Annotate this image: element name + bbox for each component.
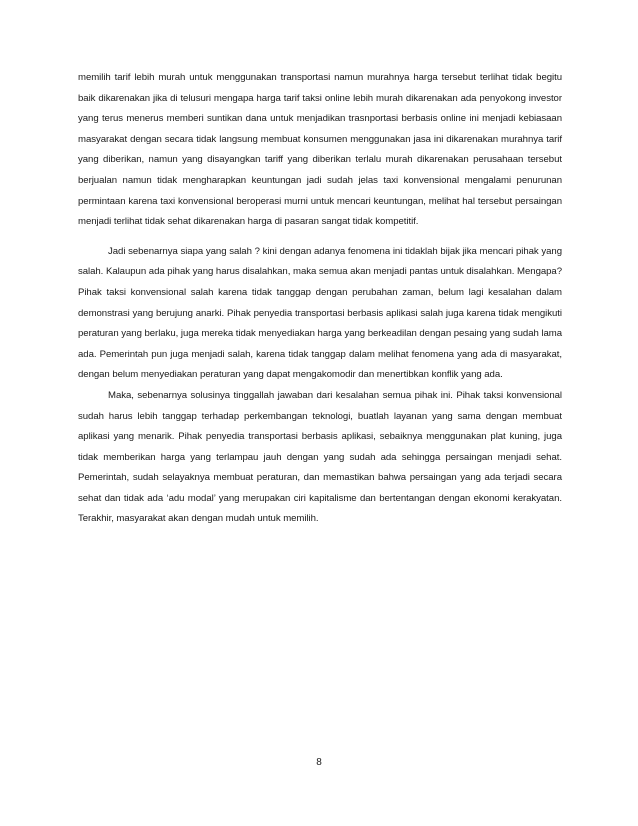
document-body xyxy=(78,68,562,530)
page-number: 8 xyxy=(316,757,322,768)
paragraph-1: memilih tarif lebih murah untuk menggunakan transportasi namun murahnya harga tersebut terlihat tidak begitu baik dikarenakan jika di telusuri mengapa harga tarif taksi online lebih murah dikarenakan ada penyokong investor yang terus menerus memberi suntikan dana untuk menjadikan trasnportasi berbasis online ini menjadi kebiasaan masyarakat dengan secara tidak langsung membuat konsumen menggunakan jasa ini dikarenakan murahnya tarif yang diberikan, namun yang disayangkan tariff yang diberikan terlalu murah dikarenakan perusahaan tersebut berjualan namun tidak mengharapkan keuntungan jadi sudah jelas taxi konvensional mengalami penurunan permintaan karena taxi konvensional beroperasi murni untuk mencari keuntungan, melihat hal tersebut persaingan menjadi terlihat tidak sehat dikarenakan harga di pasaran sangat tidak kompetitif. xyxy=(78,72,562,228)
paragraph-3: Maka, sebenarnya solusinya tinggallah jawaban dari kesalahan semua pihak ini. Pihak taksi konvensional sudah harus lebih tanggap terhadap perkembangan teknologi, buatlah layanan yang sama dengan membuat aplikasi yang menarik. Pihak penyedia transportasi berbasis aplikasi, sebaiknya menggunakan plat kuning, juga tidak memberikan harga yang terlampau jauh dengan yang sudah ada sehingga persaingan menjadi sehat. Pemerintah, sudah selayaknya membuat peraturan, dan memastikan bahwa persaingan yang ada terjadi secara sehat dan tidak ada ‘adu modal’ yang merupakan ciri kapitalisme dan bertentangan dengan ekonomi kerakyatan. Terakhir, masyarakat akan dengan mudah untuk memilih. xyxy=(78,389,562,525)
paragraph-2: Jadi sebenarnya siapa yang salah ? kini dengan adanya fenomena ini tidaklah bijak jika mencari pihak yang salah. Kalaupun ada pihak yang harus disalahkan, maka semua akan menjadi pantas untuk disalahkan. Mengapa? Pihak taksi konvensional salah karena tidak tanggap dengan perubahan zaman, belum lagi kesalahan dalam demonstrasi yang berujung anarki. Pihak penyedia transportasi berbasis aplikasi salah juga karena tidak mengikuti peraturan yang berlaku, juga mereka tidak menyediakan harga yang berkeadilan dengan pesaing yang sudah lama ada. Pemerintah pun juga menjadi salah, karena tidak tanggap dalam melihat fenomena yang ada di masyarakat, dengan belum menyediakan peraturan yang dapat mengakomodir dan menertibkan konflik yang ada. xyxy=(78,245,562,381)
